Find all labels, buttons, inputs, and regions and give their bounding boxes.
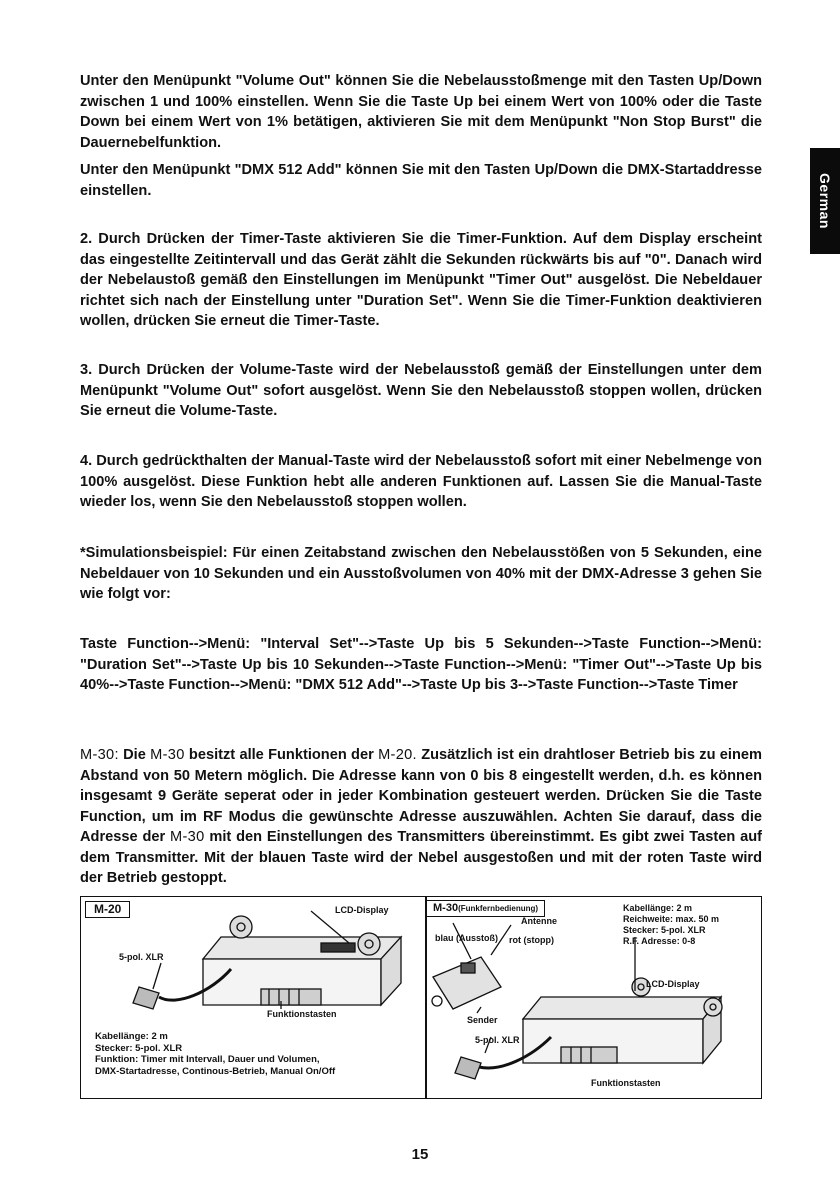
m30-tag-sub: (Funkfernbedienung) [458,904,539,913]
model-name: M-20. [378,747,417,763]
paragraph-m30 [80,745,762,889]
spec-line: DMX-Startadresse, Continous-Betrieb, Manual On/Off [95,1065,336,1077]
page-number: 15 [411,1146,429,1163]
m20-lcd-label: LCD-Display [335,905,389,915]
spec-line: Funktion: Timer mit Intervall, Dauer und Volumen, [95,1054,320,1065]
m20-tag: M-20 [85,901,130,918]
m30-lcd-label: LCD-Display [646,979,700,989]
paragraph-key-sequence: Taste Function-->Menü: "Interval Set"-->Taste Up bis 5 Sekunden-->Taste Function-->Menü: "Duration Set"-->Taste Up bis 10 Sekunden-->Taste Function-->Menü: "Timer Out"-->Taste Up bis 40%-->Taste Function-->Menü: "DMX 512 Add"-->Taste Up bis 3-->Taste Function-->Taste Timer [80,636,762,693]
paragraph-simulation: *Simulationsbeispiel: Für einen Zeitabstand zwischen den Nebelausstößen von 5 Sekunden, eine Nebeldauer von 10 Sekunden und ein Ausstoßvolumen von 40% mit der DMX-Adresse 3 gehen Sie wie folgt vor: [80,545,762,602]
m30-tag [426,900,545,917]
paragraph-dmx-add: Unter den Menüpunkt "DMX 512 Add" können Sie mit den Tasten Up/Down die DMX-Startaddresse einstellen. [80,162,762,199]
product-figure [80,896,762,1099]
language-tab-label: German [817,173,833,229]
spec-line: Kabellänge: 2 m [623,903,693,913]
paragraph-volume-key: 3. Durch Drücken der Volume-Taste wird der Nebelausstoß gemäß der Einstellungen unter dem Menüpunkt "Volume Out" sofort ausgelöst. Wenn Sie den Nebelausstoß stoppen wollen, drücken Sie erneut die Volume-Taste. [80,362,762,419]
paragraph-manual-key: 4. Durch gedrückthalten der Manual-Taste wird der Nebelausstoß sofort mit einer Nebelmenge von 100% ausgelöst. Diese Funktion hebt alle anderen Funktionen auf. Lassen Sie die Manual-Taste wieder los, wenn Sie den Nebelausstoß stoppen wollen. [80,453,762,510]
m20-specs [95,1031,335,1077]
m30-buttons-label: Funktionstasten [591,1078,661,1088]
m30-xlr-label: 5-pol. XLR [475,1035,520,1045]
spec-line: R.F. Adresse: 0-8 [623,936,696,946]
m30-sender-label: Sender [467,1015,498,1025]
model-name: M-30 [170,829,205,845]
model-name: M-30 [80,747,115,763]
m20-xlr-label: 5-pol. XLR [119,952,164,962]
m30-antenna-label: Antenne [521,916,557,926]
text-run: Zusätzlich ist ein drahtloser Betrieb bis zu einem Abstand von 50 Metern möglich. Die Adresse kann von 0 bis 8 eingestellt werden, d.h. es können insgesamt 9 Geräte seperat oder in jeder Kombination gesteuert werden. Drücken Sie die Taste Function, um im RF Modus die gewünschte Adresse auszuwählen. Achten Sie darauf, dass die Adresse der [80,747,762,845]
m30-specs [623,903,719,947]
m30-red-label: rot (stopp) [509,935,554,945]
spec-line: Stecker: 5-pol. XLR [95,1042,183,1054]
text-run: mit den Einstellungen des Transmitters übereinstimmt. Es gibt zwei Tasten auf dem Transmitter. Mit der blauen Taste wird der Nebel ausgestoßen und mit der roten Taste wird der Betrieb gestoppt. [80,829,762,886]
spec-line: Reichweite: max. 50 m [623,914,720,924]
paragraph-volume-out: Unter den Menüpunkt "Volume Out" können Sie die Nebelausstoßmenge mit den Tasten Up/Down zwischen 1 und 100% einstellen. Wenn Sie die Taste Up bei einem Wert von 100% oder die Taste Down bei einem Wert von 1% betätigen, aktivieren Sie mit dem Menüpunkt "Non Stop Burst" die Dauernebelfunktion. [80,73,762,151]
m30-tag-model: M-30 [433,902,459,914]
m30-blue-label: blau (Ausstoß) [435,933,498,943]
language-tab [810,148,840,254]
m20-buttons-label: Funktionstasten [267,1009,337,1019]
m20-machine-drawing [133,911,401,1009]
text-run: Die [123,747,146,763]
figure-divider [425,897,427,1098]
paragraph-timer: 2. Durch Drücken der Timer-Taste aktivieren Sie die Timer-Funktion. Auf dem Display erscheint das eingestellte Zeitintervall und das Gerät zählt die Sekunden rückwärts bis auf "0". Danach wird der Nebelaustoß gemäß den Einstellungen im Menüpunkt "Timer Out" ausgelöst. Die Nebeldauer richtet sich nach der Einstellung unter "Duration Set". Wenn Sie die Timer-Funktion deaktivieren wollen, drücken Sie erneut die Timer-Taste. [80,231,762,329]
spec-line: Kabellänge: 2 m [95,1031,168,1042]
separator: : [114,747,119,763]
model-name: M-30 [150,747,185,763]
text-run: besitzt alle Funktionen der [188,747,374,763]
spec-line: Stecker: 5-pol. XLR [623,925,706,935]
